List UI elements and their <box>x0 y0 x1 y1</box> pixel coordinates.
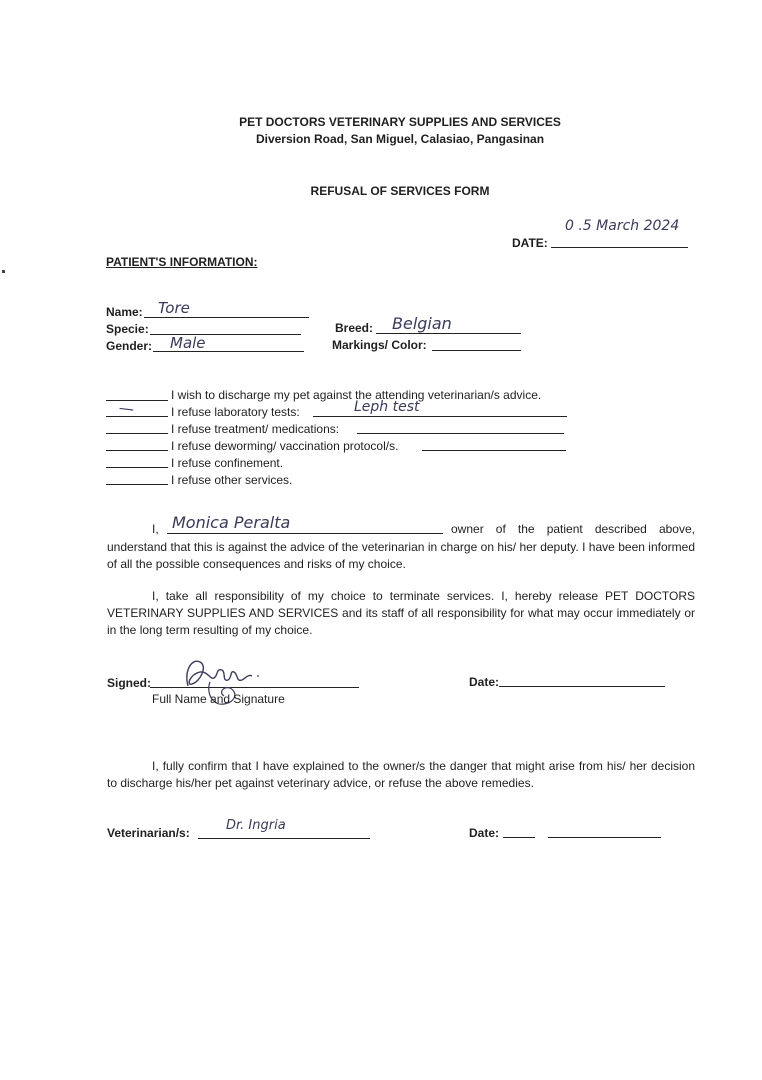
statement-line1: owner of the patient described above, <box>451 522 695 536</box>
date-value: 0 .5 March 2024 <box>565 218 680 234</box>
org-address: Diversion Road, San Miguel, Calasiao, Pangasinan <box>255 132 545 146</box>
date-label: DATE: <box>512 236 548 250</box>
patient-section-title: PATIENT'S INFORMATION: <box>106 255 258 269</box>
name-value: Tore <box>158 299 190 317</box>
option-text: I refuse other services. <box>171 473 293 487</box>
gender-label: Gender: <box>106 339 153 353</box>
veterinarian-name: Dr. Ingria <box>226 818 286 833</box>
option-detail-line <box>357 433 564 434</box>
markings-label: Markings/ Color: <box>332 338 427 352</box>
option-detail-line <box>422 450 566 451</box>
option-blank <box>106 416 168 417</box>
signature-date-label: Date: <box>469 675 500 689</box>
veterinarian-date-line <box>548 837 661 838</box>
owner-name-line <box>167 533 443 534</box>
option-text: I refuse confinement. <box>171 456 284 470</box>
veterinarian-line <box>198 838 370 839</box>
gender-value: Male <box>170 334 206 352</box>
option-text: I refuse treatment/ medications: <box>171 422 340 436</box>
option-text: I refuse deworming/ vaccination protocol/s. <box>171 439 399 453</box>
veterinarian-date-label: Date: <box>469 826 500 840</box>
statement-continuation: understand that this is against the advice of the veterinarian in charge on his/ her deputy. I have been informed of all the possible consequences and risks of my choice. <box>107 540 695 571</box>
breed-value: Belgian <box>392 314 452 333</box>
option-blank <box>106 400 168 401</box>
option-mark: / <box>117 403 136 415</box>
name-line <box>144 317 309 318</box>
signature-caption: Full Name and Signature <box>152 692 285 706</box>
option-text: I wish to discharge my pet against the attending veterinarian/s advice. <box>171 388 542 402</box>
form-title: REFUSAL OF SERVICES FORM <box>310 184 490 198</box>
option-detail: Leph test <box>354 399 420 415</box>
confirmation-paragraph: I, fully confirm that I have explained to the owner/s the danger that might arise from his/ her decision to discharge his/her pet against veterinary advice, or refuse the above remedies. <box>107 759 695 790</box>
option-detail-line <box>313 416 567 417</box>
option-blank <box>106 484 168 485</box>
signature-date-line <box>499 686 665 687</box>
breed-line <box>376 333 521 334</box>
veterinarian-date-line <box>503 837 535 838</box>
org-name: PET DOCTORS VETERINARY SUPPLIES AND SERVICES <box>239 115 561 129</box>
owner-name: Monica Peralta <box>172 513 291 532</box>
option-blank <box>106 450 168 451</box>
responsibility-paragraph: I, take all responsibility of my choice to terminate services. I, hereby release PET DOCTORS VETERINARY SUPPLIES AND SERVICES and its staff of all responsibility for what may occur immediately or in the long term resulting of my choice. <box>107 589 695 637</box>
scan-speck <box>2 270 5 273</box>
veterinarian-label: Veterinarian/s: <box>107 826 190 840</box>
breed-label: Breed: <box>335 321 374 335</box>
markings-line <box>432 350 521 351</box>
statement-prefix: I, <box>152 522 159 536</box>
signed-label: Signed: <box>107 676 151 690</box>
name-label: Name: <box>106 305 143 319</box>
date-line <box>551 247 688 248</box>
option-blank <box>106 433 168 434</box>
option-blank <box>106 467 168 468</box>
option-text: I refuse laboratory tests: <box>171 405 300 419</box>
specie-label: Specie: <box>106 322 149 336</box>
